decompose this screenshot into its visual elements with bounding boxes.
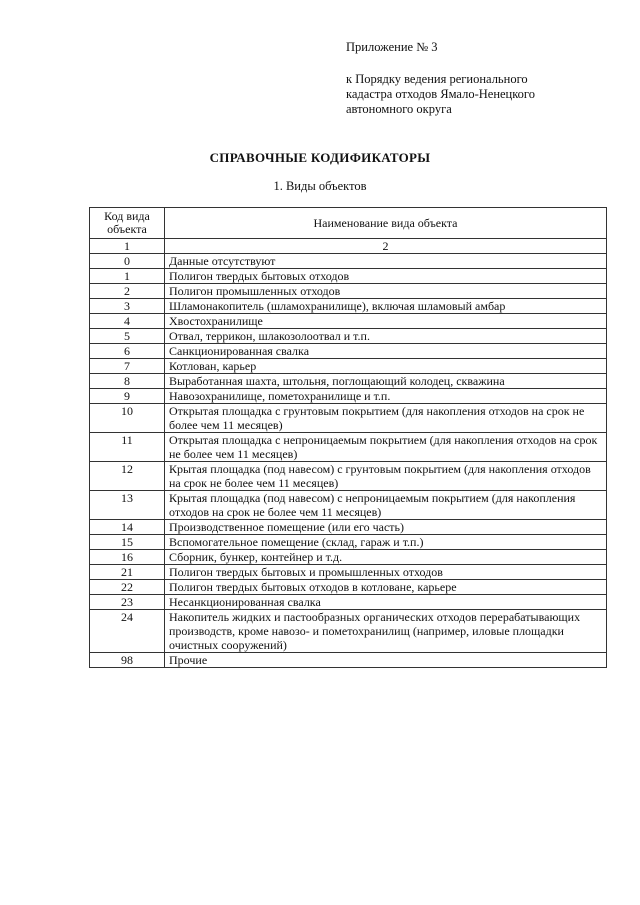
table-row xyxy=(90,462,607,491)
table-row xyxy=(90,374,607,389)
table-row xyxy=(90,299,607,314)
row-code: 0 xyxy=(90,254,165,269)
table-row xyxy=(90,284,607,299)
row-name: Полигон твердых бытовых и промышленных отходов xyxy=(165,565,607,580)
table-row xyxy=(90,314,607,329)
row-name: Отвал, террикон, шлакозолоотвал и т.п. xyxy=(165,329,607,344)
row-code: 8 xyxy=(90,374,165,389)
table-row xyxy=(90,550,607,565)
row-name: Выработанная шахта, штольня, поглощающий колодец, скважина xyxy=(165,374,607,389)
row-code: 7 xyxy=(90,359,165,374)
row-code: 12 xyxy=(90,462,165,491)
table-row xyxy=(90,329,607,344)
row-name: Сборник, бункер, контейнер и т.д. xyxy=(165,550,607,565)
appendix-number: Приложение № 3 xyxy=(346,40,438,54)
table-row xyxy=(90,610,607,653)
row-code: 3 xyxy=(90,299,165,314)
row-name: Открытая площадка с грунтовым покрытием (для накопления отходов на срок не более чем 11 месяцев) xyxy=(165,404,607,433)
table-row xyxy=(90,433,607,462)
row-name: Навозохранилище, пометохранилище и т.п. xyxy=(165,389,607,404)
table-row xyxy=(90,491,607,520)
appendix-line: к Порядку ведения регионального xyxy=(346,72,528,86)
table-row xyxy=(90,359,607,374)
row-code: 14 xyxy=(90,520,165,535)
row-name: Санкционированная свалка xyxy=(165,344,607,359)
row-code: 16 xyxy=(90,550,165,565)
table-row xyxy=(90,653,607,668)
column-number: 1 xyxy=(90,239,165,254)
row-code: 9 xyxy=(90,389,165,404)
row-name: Крытая площадка (под навесом) с грунтовым покрытием (для накопления отходов на срок не более чем 11 месяцев) xyxy=(165,462,607,491)
row-name: Полигон твердых бытовых отходов в котловане, карьере xyxy=(165,580,607,595)
section-title: 1. Виды объектов xyxy=(273,179,367,193)
object-types-table xyxy=(89,207,607,668)
row-name: Производственное помещение (или его часть) xyxy=(165,520,607,535)
row-name: Крытая площадка (под навесом) с непроницаемым покрытием (для накопления отходов на срок не более чем 11 месяцев) xyxy=(165,491,607,520)
table-row xyxy=(90,269,607,284)
row-code: 4 xyxy=(90,314,165,329)
row-code: 13 xyxy=(90,491,165,520)
row-name: Котлован, карьер xyxy=(165,359,607,374)
row-code: 2 xyxy=(90,284,165,299)
row-code: 15 xyxy=(90,535,165,550)
row-name: Вспомогательное помещение (склад, гараж и т.п.) xyxy=(165,535,607,550)
row-name: Шламонакопитель (шламохранилище), включая шламовый амбар xyxy=(165,299,607,314)
row-code: 10 xyxy=(90,404,165,433)
appendix-block xyxy=(346,40,535,117)
row-code: 98 xyxy=(90,653,165,668)
table-row xyxy=(90,520,607,535)
row-name: Открытая площадка с непроницаемым покрытием (для накопления отходов на срок не более чем 11 месяцев) xyxy=(165,433,607,462)
row-name: Накопитель жидких и пастообразных органических отходов перерабатывающих производств, кроме навозо- и пометохранилищ (например, иловые площадки очистных сооружений) xyxy=(165,610,607,653)
document-title: СПРАВОЧНЫЕ КОДИФИКАТОРЫ xyxy=(209,150,431,165)
row-code: 11 xyxy=(90,433,165,462)
table-row xyxy=(90,389,607,404)
row-name: Хвостохранилище xyxy=(165,314,607,329)
column-number: 2 xyxy=(165,239,607,254)
header-name: Наименование вида объекта xyxy=(165,208,607,239)
table-row xyxy=(90,254,607,269)
row-code: 5 xyxy=(90,329,165,344)
table-row xyxy=(90,404,607,433)
row-code: 22 xyxy=(90,580,165,595)
table-row xyxy=(90,580,607,595)
row-code: 1 xyxy=(90,269,165,284)
row-name: Несанкционированная свалка xyxy=(165,595,607,610)
row-code: 6 xyxy=(90,344,165,359)
row-code: 23 xyxy=(90,595,165,610)
table-body xyxy=(90,239,607,668)
row-code: 24 xyxy=(90,610,165,653)
table-row xyxy=(90,535,607,550)
row-name: Прочие xyxy=(165,653,607,668)
table-row xyxy=(90,595,607,610)
header-code: Код вида объекта xyxy=(90,208,165,239)
row-name: Полигон твердых бытовых отходов xyxy=(165,269,607,284)
row-code: 21 xyxy=(90,565,165,580)
table-header-row xyxy=(90,208,607,239)
row-name: Полигон промышленных отходов xyxy=(165,284,607,299)
appendix-line: автономного округа xyxy=(346,102,452,116)
column-numbers-row xyxy=(90,239,607,254)
table-row xyxy=(90,344,607,359)
row-name: Данные отсутствуют xyxy=(165,254,607,269)
appendix-line: кадастра отходов Ямало-Ненецкого xyxy=(346,87,536,101)
table-row xyxy=(90,565,607,580)
